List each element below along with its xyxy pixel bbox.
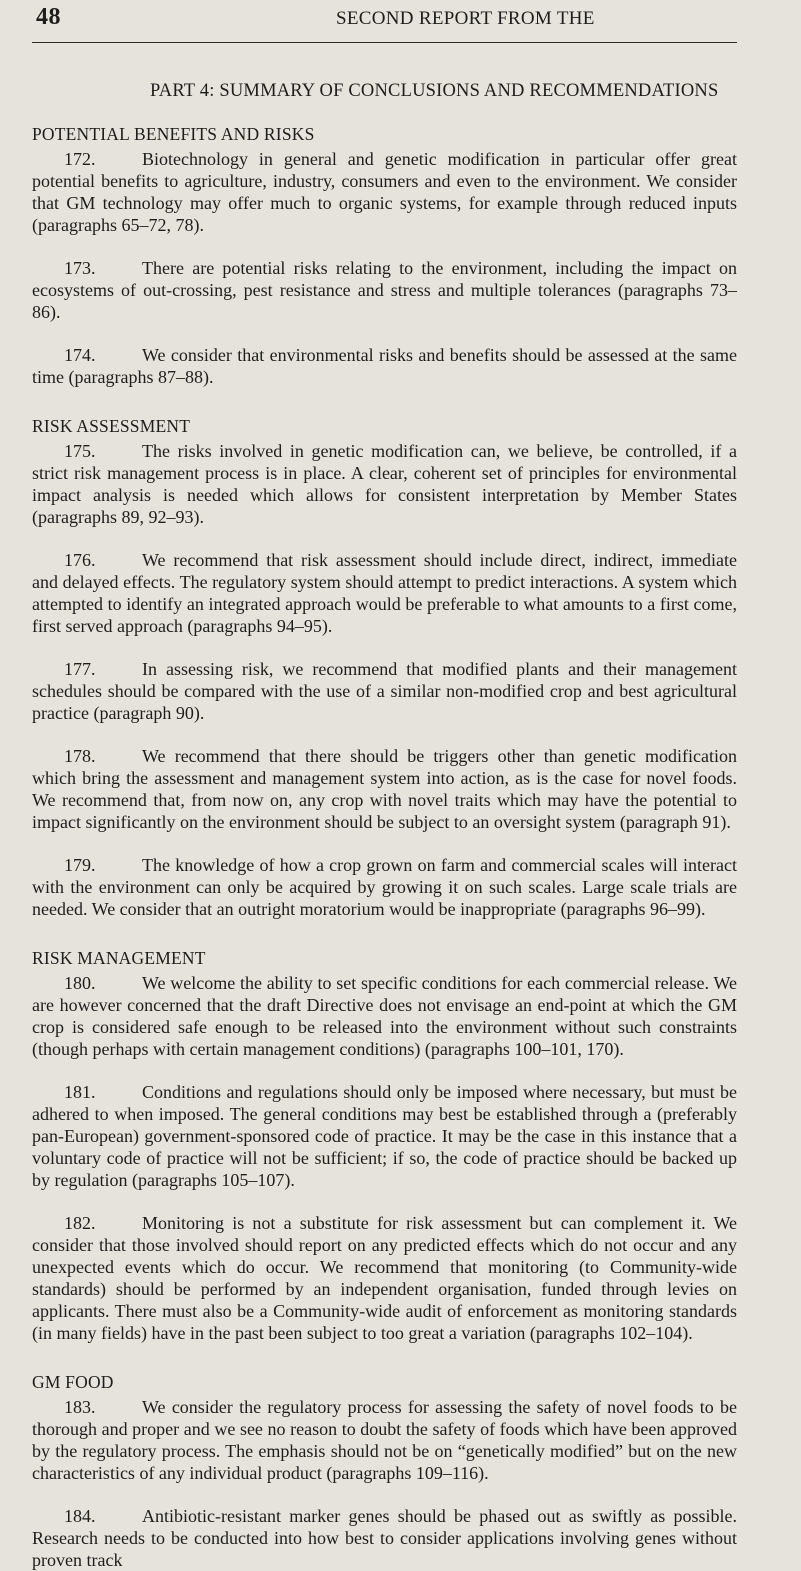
running-header	[32, 0, 737, 43]
paragraph-175	[32, 440, 737, 528]
paragraph-number: 179.	[64, 855, 96, 875]
paragraph-text: Monitoring is not a substitute for risk assessment but can complement it. We consider that those involved should report on any predicted effects which do not occur and any unexpected events which do occur. We recommend that monitoring (to Community-wide standards) should be performed by an independent organisation, funded through levies on applicants. There must also be a Community-wide audit of enforcement as monitoring standards (in many fields) have in the past been subject to too great a variation (paragraphs 102–104).	[32, 1213, 737, 1343]
paragraph-number: 181.	[64, 1082, 96, 1102]
section-heading: RISK MANAGEMENT	[32, 948, 206, 968]
paragraph-number: 183.	[64, 1397, 96, 1417]
paragraph-180	[32, 972, 737, 1060]
paragraph-181	[32, 1081, 737, 1191]
paragraph-text: The risks involved in genetic modification can, we believe, be controlled, if a strict risk management process is in place. A clear, coherent set of principles for environmental impact analysis is needed which allows for consistent interpretation by Member States (paragraphs 89, 92–93).	[32, 441, 737, 527]
paragraph-number: 182.	[64, 1213, 96, 1233]
paragraph-text: We welcome the ability to set specific conditions for each commercial release. We are however concerned that the draft Directive does not envisage an end-point at which the GM crop is considered safe enough to be released into the environment without such constraints (though perhaps with certain management conditions) (paragraphs 100–101, 170).	[32, 973, 737, 1059]
paragraph-184	[32, 1505, 737, 1571]
part-title: PART 4: SUMMARY OF CONCLUSIONS AND RECOMMENDATIONS	[150, 81, 719, 101]
paragraph-173	[32, 257, 737, 323]
paragraph-text: We consider the regulatory process for assessing the safety of novel foods to be thorough and proper and we see no reason to doubt the safety of foods which have been approved by the regulatory process. The emphasis should not be on “genetically modified” but on the new characteristics of any individual product (paragraphs 109–116).	[32, 1397, 737, 1483]
paragraph-text: The knowledge of how a crop grown on farm and commercial scales will interact with the environment can only be acquired by growing it on such scales. Large scale trials are needed. We consider that an outright moratorium would be inappropriate (paragraphs 96–99).	[32, 855, 737, 919]
running-title: SECOND REPORT FROM THE	[336, 8, 595, 29]
paragraph-number: 175.	[64, 441, 96, 461]
paragraph-number: 172.	[64, 149, 96, 169]
section-heading: RISK ASSESSMENT	[32, 416, 191, 436]
section-heading: POTENTIAL BENEFITS AND RISKS	[32, 124, 315, 144]
paragraph-number: 176.	[64, 550, 96, 570]
paragraph-text: Biotechnology in general and genetic modification in particular offer great potential benefits to agriculture, industry, consumers and even to the environment. We consider that GM technology may offer much to organic systems, for example through reduced inputs (paragraphs 65–72, 78).	[32, 149, 737, 235]
paragraph-178	[32, 745, 737, 833]
paragraph-number: 173.	[64, 258, 96, 278]
paragraph-text: In assessing risk, we recommend that modified plants and their management schedules should be compared with the use of a similar non-modified crop and best agricultural practice (paragraph 90).	[32, 659, 737, 723]
paragraph-text: Conditions and regulations should only be imposed where necessary, but must be adhered to when imposed. The general conditions may best be established through a (preferably pan-European) government-sponsored code of practice. It may be the case in this instance that a voluntary code of practice will not be sufficient; if so, the code of practice should be backed up by regulation (paragraphs 105–107).	[32, 1082, 737, 1190]
section-risk-assessment	[32, 416, 737, 920]
paragraph-number: 180.	[64, 973, 96, 993]
section-potential-benefits-and-risks	[32, 124, 737, 388]
section-gm-food	[32, 1372, 737, 1571]
paragraph-number: 174.	[64, 345, 96, 365]
paragraph-172	[32, 148, 737, 236]
paragraph-text: We recommend that risk assessment should include direct, indirect, immediate and delayed effects. The regulatory system should attempt to predict interactions. A system which attempted to identify an integrated approach would be preferable to what amounts to a first come, first served approach (paragraphs 94–95).	[32, 550, 737, 636]
paragraph-text: Antibiotic-resistant marker genes should be phased out as swiftly as possible. Research needs to be conducted into how best to consider applications involving genes without proven track	[32, 1506, 737, 1570]
page-number: 48	[36, 4, 61, 30]
paragraph-number: 178.	[64, 746, 96, 766]
paragraph-177	[32, 658, 737, 724]
paragraph-text: There are potential risks relating to the environment, including the impact on ecosystems of out-crossing, pest resistance and stress and multiple tolerances (paragraphs 73–86).	[32, 258, 737, 322]
paragraph-176	[32, 549, 737, 637]
paragraph-174	[32, 344, 737, 388]
paragraph-number: 177.	[64, 659, 96, 679]
paragraph-text: We recommend that there should be triggers other than genetic modification which bring the assessment and management system into action, as is the case for novel foods. We recommend that, from now on, any crop with novel traits which may have the potential to impact significantly on the environment should be subject to an oversight system (paragraph 91).	[32, 746, 737, 832]
paragraph-number: 184.	[64, 1506, 96, 1526]
section-heading: GM FOOD	[32, 1372, 114, 1392]
paragraph-183	[32, 1396, 737, 1484]
section-risk-management	[32, 948, 737, 1344]
paragraph-179	[32, 854, 737, 920]
paragraph-text: We consider that environmental risks and benefits should be assessed at the same time (paragraphs 87–88).	[32, 345, 737, 387]
paragraph-182	[32, 1212, 737, 1344]
